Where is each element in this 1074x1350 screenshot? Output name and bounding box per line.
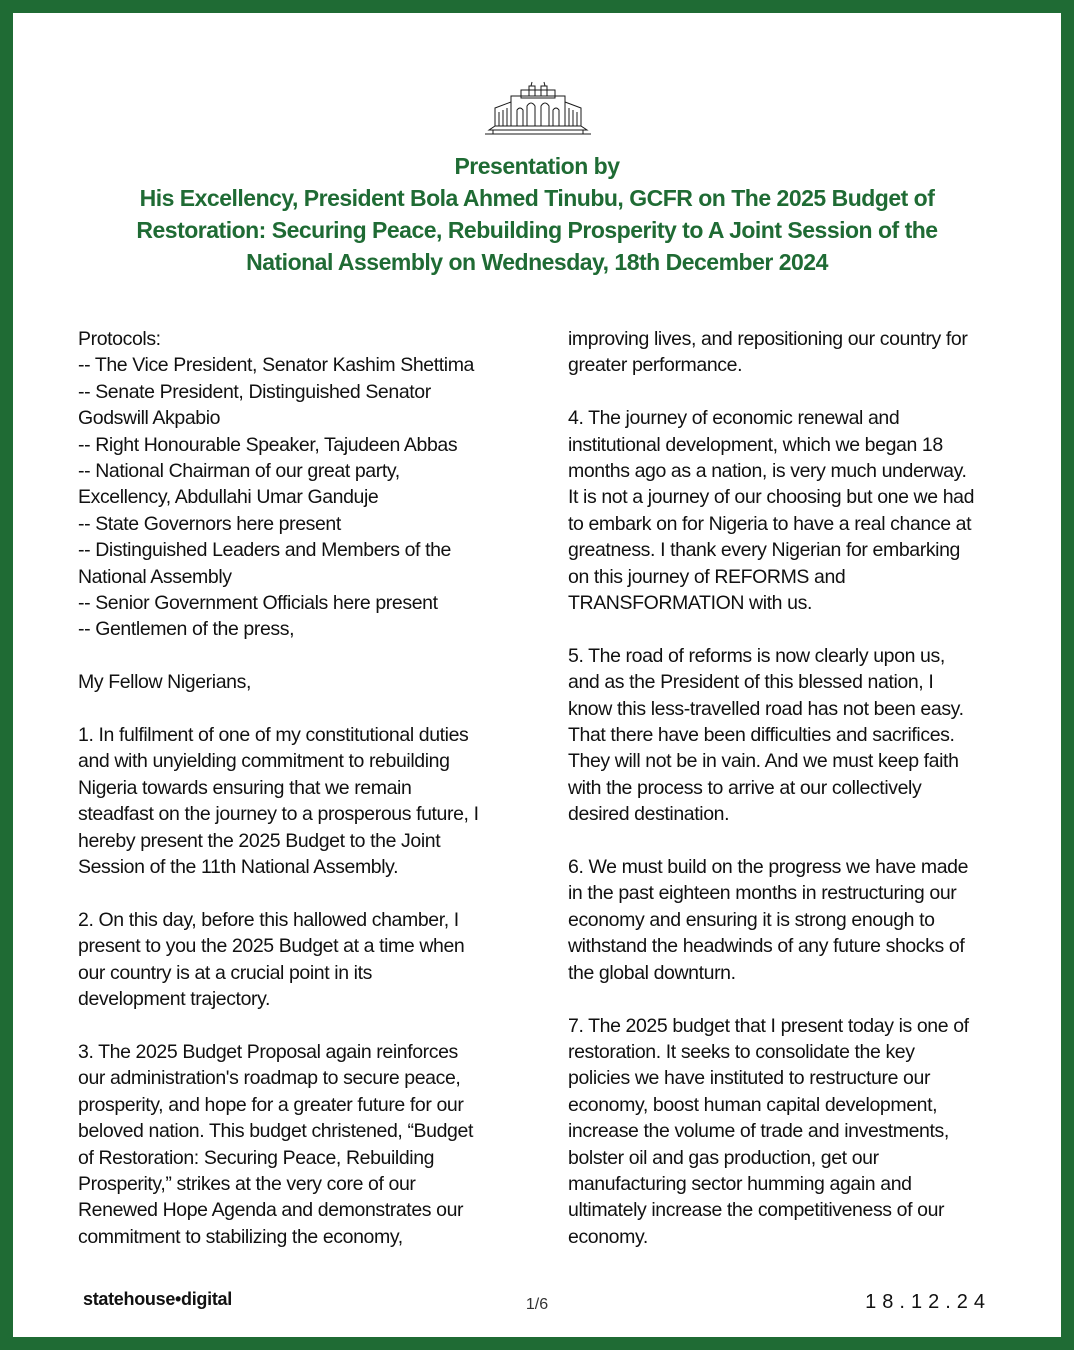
text-line: -- Senate President, Distinguished Senator	[78, 380, 431, 403]
text-line: Nigeria towards ensuring that we remain	[78, 776, 412, 799]
title-line-3: Restoration: Securing Peace, Rebuilding Prosperity to A Joint Session of the	[136, 217, 938, 243]
text-line: 5. The road of reforms is now clearly upon us,	[568, 644, 945, 667]
text-line: 4. The journey of economic renewal and	[568, 407, 900, 430]
text-line: of Restoration: Securing Peace, Rebuilding	[78, 1146, 435, 1169]
text-line: improving lives, and repositioning our country for	[568, 328, 968, 350]
text-line: Prosperity,” strikes at the very core of our	[78, 1172, 416, 1195]
page-number: 1/6	[525, 1296, 549, 1313]
text-line: bolster oil and gas production, get our	[568, 1146, 879, 1169]
text-line: steadfast on the journey to a prosperous future, I	[78, 803, 479, 826]
paragraph	[568, 326, 1023, 379]
title-line-4: National Assembly on Wednesday, 18th December 2024	[246, 249, 828, 275]
title-line-2: His Excellency, President Bola Ahmed Tinubu, GCFR on The 2025 Budget of	[139, 185, 935, 211]
text-line: and with unyielding commitment to rebuilding	[78, 750, 450, 773]
text-line: policies we have instituted to restructure our	[568, 1067, 931, 1090]
text-line: present to you the 2025 Budget at a time when	[78, 935, 465, 958]
text-line: Godswill Akpabio	[78, 407, 221, 430]
footer-brand: statehouse•digital	[83, 1289, 232, 1309]
text-line: on this journey of REFORMS and	[568, 565, 846, 588]
text-line: in the past eighteen months in restructuring our	[568, 882, 957, 905]
text-line: -- Gentlemen of the press,	[78, 618, 295, 641]
document-title	[53, 150, 1021, 278]
text-line: National Assembly	[78, 565, 232, 588]
text-line: 3. The 2025 Budget Proposal again reinforces	[78, 1040, 458, 1063]
document-page	[13, 13, 1061, 1337]
text-line: and as the President of this blessed nation, I	[568, 671, 934, 694]
left-text-column	[78, 326, 528, 1250]
paragraph	[78, 722, 528, 880]
text-line: greater performance.	[568, 354, 743, 377]
text-line: Session of the 11th National Assembly.	[78, 856, 399, 879]
text-line: Renewed Hope Agenda and demonstrates our	[78, 1199, 464, 1222]
text-line: hereby present the 2025 Budget to the Joint	[78, 829, 441, 852]
text-line: Excellency, Abdullahi Umar Ganduje	[78, 486, 379, 509]
text-line: greatness. I thank every Nigerian for embarking	[568, 539, 960, 562]
footer-date: 18.12.24	[865, 1291, 991, 1313]
text-line: increase the volume of trade and investments,	[568, 1120, 949, 1143]
text-line: That there have been difficulties and sacrifices.	[568, 724, 955, 747]
paragraph	[78, 907, 528, 1013]
text-line: restoration. It seeks to consolidate the key	[568, 1040, 915, 1063]
title-line-1: Presentation by	[454, 153, 620, 179]
paragraph	[568, 405, 1023, 616]
text-line: to embark on for Nigeria to have a real chance at	[568, 512, 972, 535]
text-line: development trajectory.	[78, 988, 271, 1011]
text-line: economy and ensuring it is strong enough to	[568, 908, 935, 931]
text-line: -- Distinguished Leaders and Members of the	[78, 539, 452, 562]
paragraph	[78, 669, 528, 695]
text-line: withstand the headwinds of any future shocks of	[568, 935, 965, 958]
text-line: the global downturn.	[568, 961, 736, 984]
text-line: our country is at a crucial point in its	[78, 961, 372, 984]
text-line: our administration's roadmap to secure peace,	[78, 1067, 461, 1090]
text-line: 6. We must build on the progress we have made	[568, 856, 969, 879]
text-line: -- Senior Government Officials here present	[78, 592, 438, 615]
text-line: know this less-travelled road has not been easy.	[568, 697, 964, 720]
paragraph	[568, 854, 1023, 986]
right-text-column	[568, 326, 1023, 1250]
text-line: desired destination.	[568, 803, 730, 826]
text-line: Protocols:	[78, 328, 161, 350]
text-line: -- National Chairman of our great party,	[78, 460, 400, 483]
text-line: commitment to stabilizing the economy,	[78, 1225, 403, 1248]
text-line: TRANSFORMATION with us.	[568, 592, 812, 615]
text-line: beloved nation. This budget christened, “Budget	[78, 1120, 473, 1143]
text-line: 1. In fulfilment of one of my constitutional duties	[78, 724, 469, 747]
text-line: It is not a journey of our choosing but one we had	[568, 486, 975, 509]
text-line: prosperity, and hope for a greater future for our	[78, 1093, 464, 1116]
paragraph	[568, 1013, 1023, 1251]
text-line: -- Right Honourable Speaker, Tajudeen Abbas	[78, 433, 458, 456]
text-line: economy, boost human capital development,	[568, 1093, 938, 1116]
text-line: They will not be in vain. And we must keep faith	[568, 750, 959, 773]
text-line: 2. On this day, before this hallowed chamber, I	[78, 908, 459, 931]
text-line: -- State Governors here present	[78, 512, 341, 535]
text-line: economy.	[568, 1225, 648, 1248]
text-line: -- The Vice President, Senator Kashim Shettima	[78, 354, 474, 377]
paragraph	[78, 1039, 528, 1250]
text-line: with the process to arrive at our collectively	[568, 776, 922, 799]
text-line: My Fellow Nigerians,	[78, 671, 251, 694]
paragraph	[568, 643, 1023, 828]
text-line: institutional development, which we began 18	[568, 433, 943, 456]
text-line: months ago as a nation, is very much underway.	[568, 460, 967, 483]
state-house-building-logo	[481, 72, 593, 138]
text-line: manufacturing sector humming again and	[568, 1172, 912, 1195]
paragraph	[78, 326, 528, 643]
text-line: ultimately increase the competitiveness of our	[568, 1199, 945, 1222]
text-line: 7. The 2025 budget that I present today is one of	[568, 1014, 969, 1037]
